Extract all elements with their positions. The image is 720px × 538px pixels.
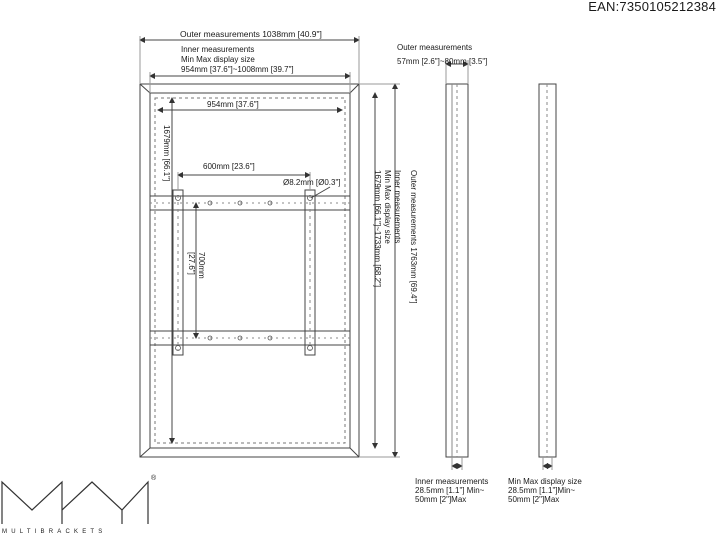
side-inner-title: Inner measurements bbox=[415, 477, 489, 486]
side-inner-depth-line2: 50mm [2"]Max bbox=[415, 495, 467, 504]
inner-measurements-title: Inner measurements bbox=[181, 45, 255, 54]
display-size-title: Min Max display size bbox=[181, 55, 255, 64]
vesa-height-value: 700mm bbox=[197, 252, 206, 279]
display-height-range: 1679mm [66.1"]~1733mm [68.2"] bbox=[373, 170, 382, 288]
display-width-range: 954mm [37.6"]~1008mm [39.7"] bbox=[181, 65, 294, 74]
side-outer-title: Outer measurements bbox=[397, 43, 473, 52]
hole-diameter-label: Ø8.2mm [Ø0.3"] bbox=[283, 178, 341, 187]
outer-height-label: Outer measurements 1763mm [69.4"] bbox=[409, 170, 418, 304]
side-display-depth-line1: 28.5mm [1.1"]Min~ bbox=[508, 486, 576, 495]
vesa-width-label: 600mm [23.6"] bbox=[203, 162, 255, 171]
vesa-height-inch: [27.6"] bbox=[187, 252, 196, 275]
outer-width-label: Outer measurements 1038mm [40.9"] bbox=[180, 29, 322, 39]
side-inner-depth-line1: 28.5mm [1.1"] Min~ bbox=[415, 486, 485, 495]
multibrackets-logo bbox=[2, 482, 148, 524]
side-display-title: Min Max display size bbox=[508, 477, 582, 486]
side-outer-depth: 57mm [2.6"]~80mm [3.5"] bbox=[397, 57, 488, 66]
inner-width-label: 954mm [37.6"] bbox=[207, 100, 259, 109]
frame-inner-outline bbox=[150, 93, 350, 448]
registered-mark: ® bbox=[151, 475, 157, 482]
inner-height-label: 1679mm [66.1"] bbox=[162, 125, 171, 182]
inner-vertical-title: Inner measurements bbox=[393, 170, 402, 244]
display-vertical-title: Min Max display size bbox=[383, 170, 392, 244]
ean-code: EAN:7350105212384 bbox=[588, 0, 716, 14]
brand-name: MULTIBRACKETS bbox=[2, 529, 107, 535]
side-display-depth-line2: 50mm [2"]Max bbox=[508, 495, 560, 504]
